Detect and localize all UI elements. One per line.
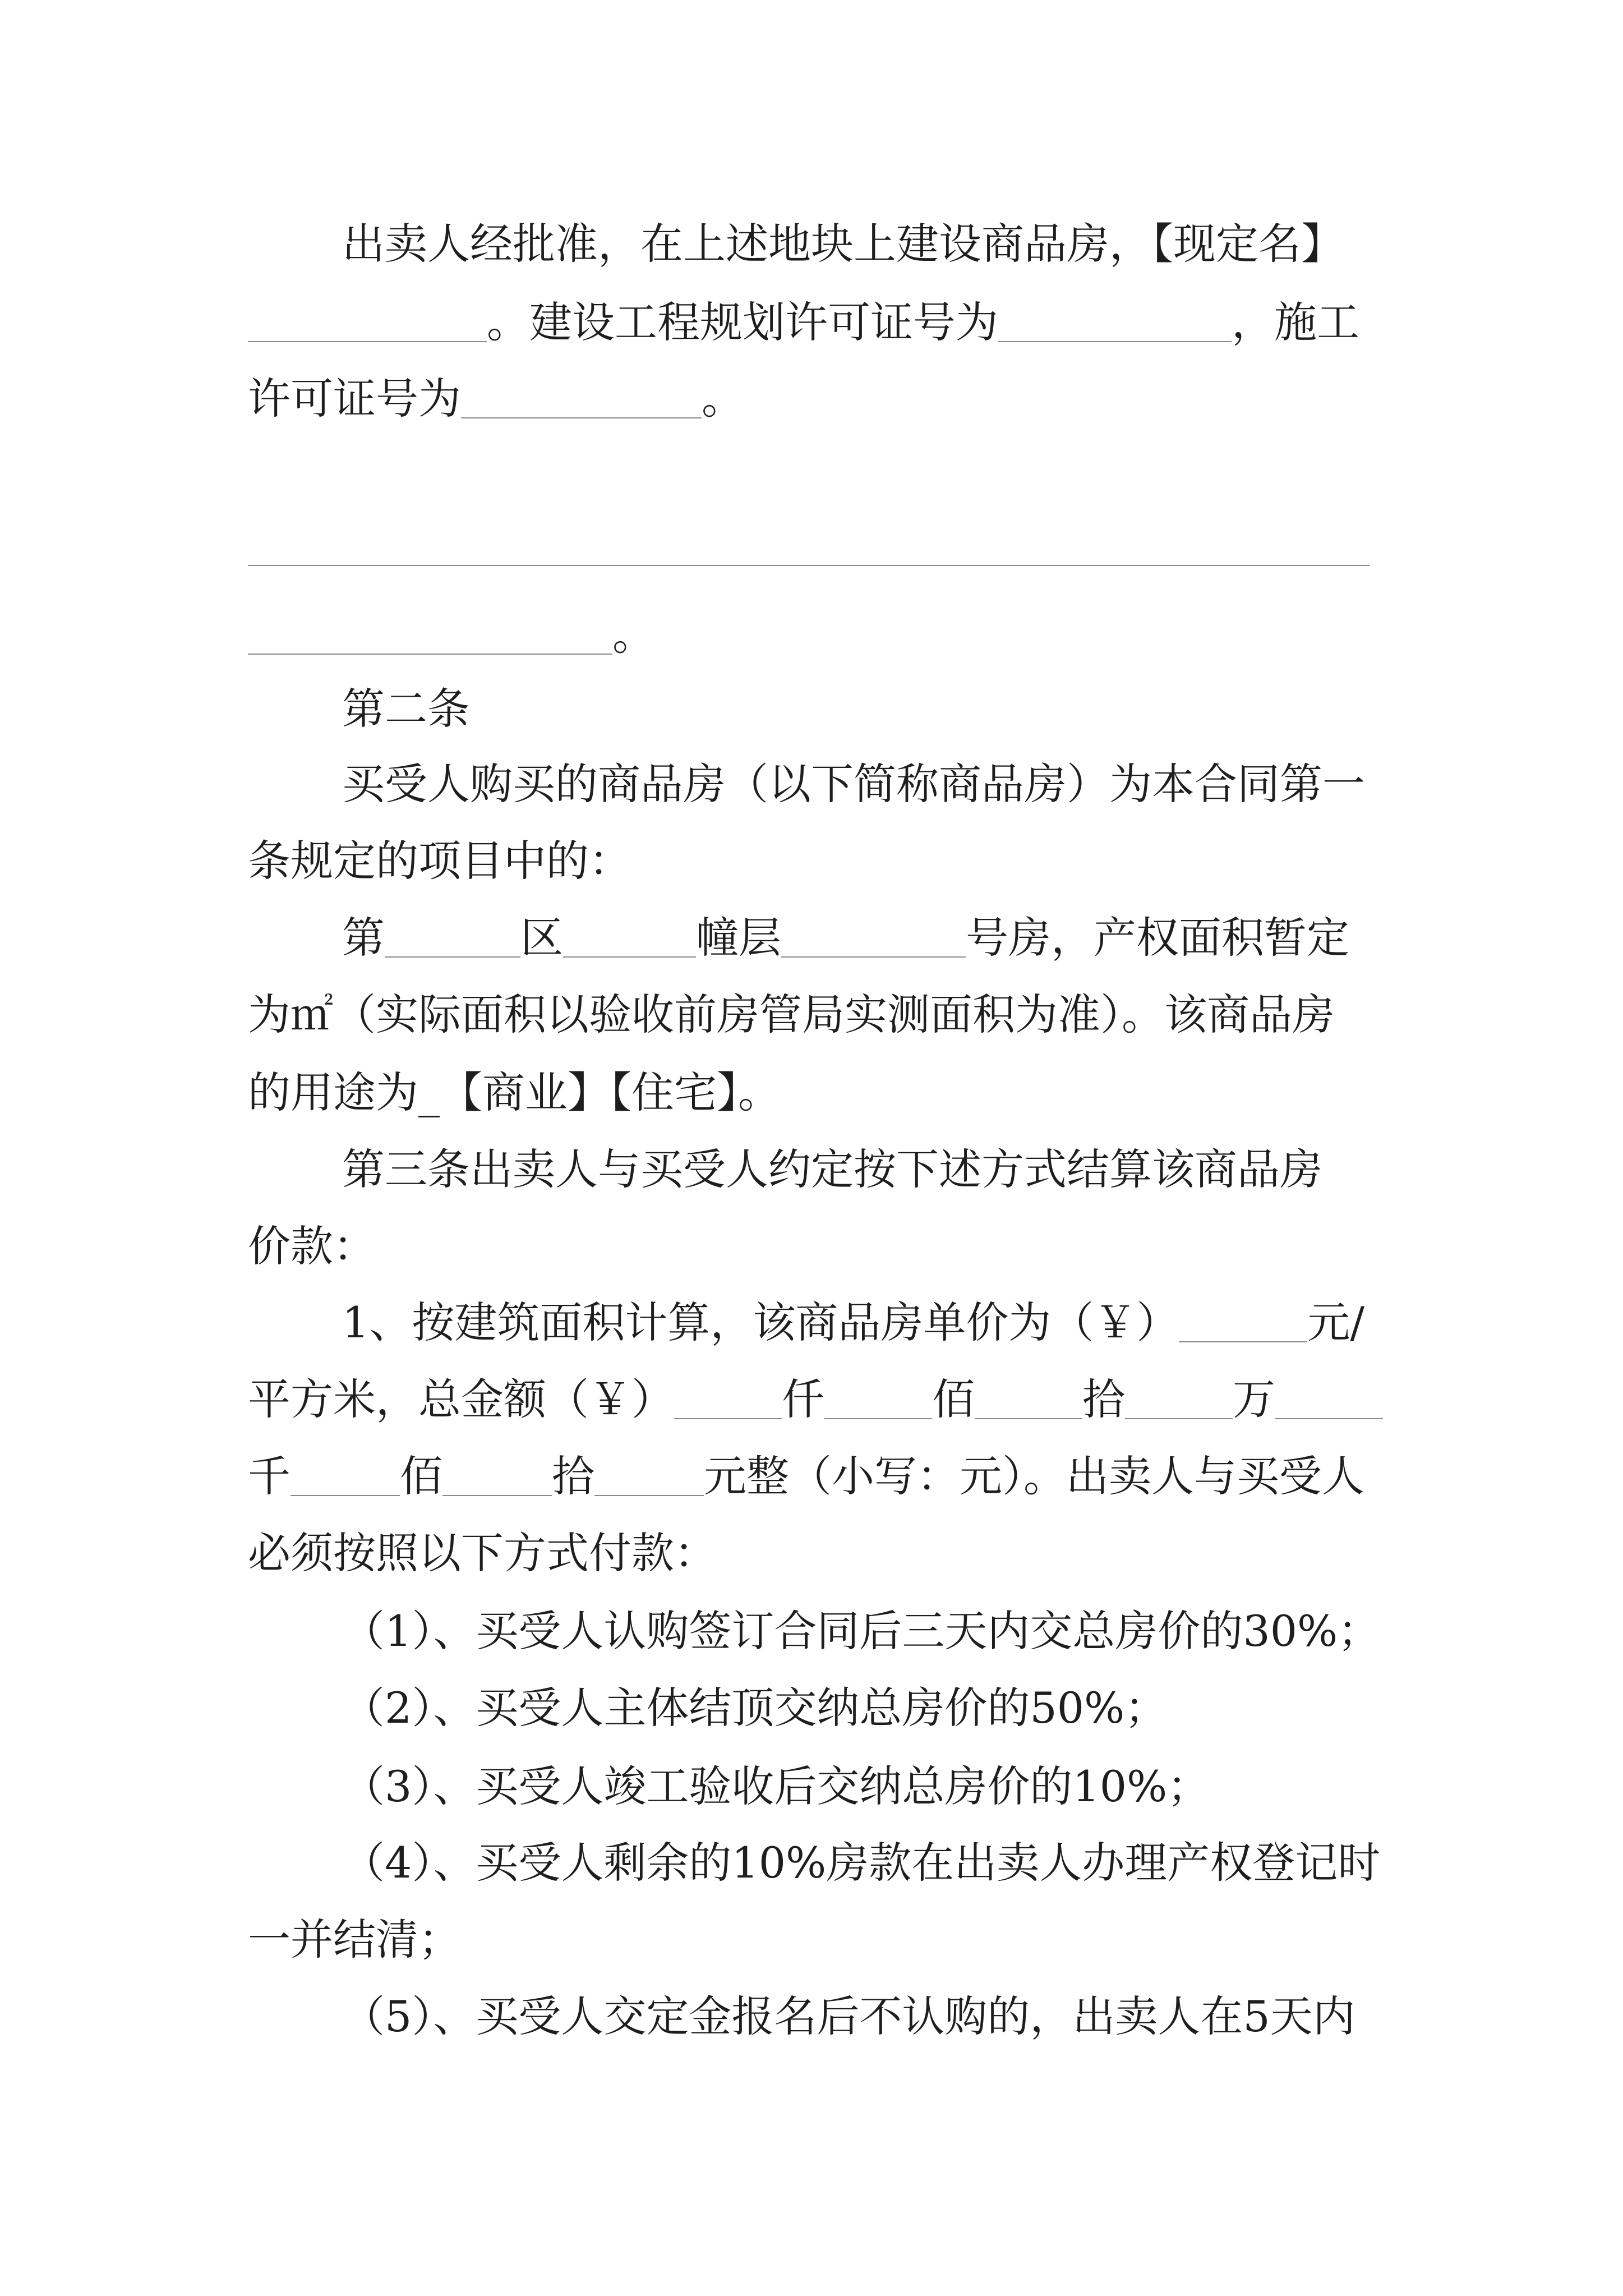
paragraph-text: 区 xyxy=(520,913,563,963)
period-text: 。 xyxy=(612,610,655,660)
blank-field-project-name xyxy=(248,307,487,342)
paragraph-text: 1、按建筑面积计算，该商品房单价为（￥） xyxy=(342,1297,1179,1347)
list-item-text: （3）、买受人竣工验收后交纳总房价的10%； xyxy=(342,1761,1210,1811)
paragraph-text: 第三条出卖人与买受人约定按下述方式结算该商品房 xyxy=(342,1144,1322,1194)
paragraph-text: 买受人购买的商品房（以下简称商品房）为本合同第一 xyxy=(342,759,1365,809)
intro-text: 。 xyxy=(702,374,744,424)
paragraph-text: 第 xyxy=(342,913,385,963)
heading-text: 第二条 xyxy=(342,684,470,734)
payment-item-5 xyxy=(342,1978,1355,2055)
blank-field xyxy=(594,1461,704,1496)
article-3-line-1 xyxy=(342,1131,1322,1208)
article-2-line-1 xyxy=(342,746,1365,822)
paragraph-text: 条规定的项目中的： xyxy=(248,836,631,886)
paragraph-text: 必须按照以下方式付款： xyxy=(248,1528,717,1578)
blank-field xyxy=(248,619,612,655)
paragraph-text: 仟 xyxy=(782,1374,824,1424)
list-item-text: （2）、买受人主体结顶交纳总房价的50%； xyxy=(342,1683,1168,1733)
paragraph-text: 千 xyxy=(248,1451,291,1501)
payment-item-4-continued xyxy=(248,1901,461,1978)
paragraph-text: 为㎡（实际面积以验收前房管局实测面积为准）。该商品房 xyxy=(248,990,1335,1039)
list-item-text: （1）、买受人认购签订合同后三天内交总房价的30%； xyxy=(342,1606,1381,1656)
payment-item-2 xyxy=(342,1669,1167,1746)
intro-line-2 xyxy=(248,284,1359,361)
list-item-text: （4）、买受人剩余的10%房款在出卖人办理产权登记时 xyxy=(342,1838,1381,1888)
article-2-line-4 xyxy=(248,976,1335,1053)
blank-field xyxy=(1125,1384,1233,1419)
paragraph-text: 万 xyxy=(1233,1374,1275,1424)
blank-field xyxy=(975,1384,1082,1419)
paragraph-text: 佰 xyxy=(400,1451,442,1501)
paragraph-text: 拾 xyxy=(1082,1374,1125,1424)
article-3-line-3 xyxy=(342,1284,1364,1361)
article-2-line-2 xyxy=(248,822,631,899)
paragraph-text: 平方米，总金额（￥） xyxy=(248,1374,674,1424)
blank-field-room xyxy=(781,922,966,958)
blank-field-district xyxy=(385,922,520,958)
article-2-line-3 xyxy=(342,899,1349,976)
blank-line-end xyxy=(248,596,655,673)
intro-text: 。建设工程规划许可证号为 xyxy=(487,297,998,347)
article-3-line-6 xyxy=(248,1515,717,1591)
intro-text: 许可证号为 xyxy=(248,374,461,424)
list-item-text: （5）、买受人交定金报名后不认购的，出卖人在5天内 xyxy=(342,1991,1355,2041)
article-2-line-5 xyxy=(248,1054,781,1131)
blank-field xyxy=(1275,1384,1383,1419)
blank-field xyxy=(674,1384,782,1419)
paragraph-text: 元整（小写：元）。出卖人与买受人 xyxy=(704,1451,1364,1501)
blank-field-unit-price xyxy=(1179,1307,1307,1342)
article-3-line-4 xyxy=(248,1361,1383,1438)
payment-item-4 xyxy=(342,1824,1380,1901)
paragraph-text: 价款： xyxy=(248,1221,376,1271)
list-item-text: 一并结清； xyxy=(248,1915,461,1964)
payment-item-1 xyxy=(342,1593,1380,1669)
blank-field-construction-permit xyxy=(461,383,702,418)
blank-line-full xyxy=(248,565,1370,566)
paragraph-text: 拾 xyxy=(552,1451,594,1501)
blank-field-planning-permit xyxy=(998,307,1232,342)
paragraph-text: 幢层 xyxy=(696,913,781,963)
intro-line-1 xyxy=(342,205,1344,282)
paragraph-text: 的用途为_【商业】【住宅】。 xyxy=(248,1068,781,1117)
blank-field xyxy=(291,1461,400,1496)
blank-field xyxy=(442,1461,552,1496)
article-3-line-2 xyxy=(248,1208,376,1285)
intro-text: 出卖人经批准，在上述地块上建设商品房，【现定名】 xyxy=(342,219,1344,269)
paragraph-text: 号房，产权面积暂定 xyxy=(966,913,1349,963)
blank-field-building xyxy=(563,922,696,958)
intro-line-3 xyxy=(248,360,744,437)
paragraph-text: 元/ xyxy=(1307,1297,1364,1347)
intro-text: ，施工 xyxy=(1232,297,1359,347)
article-2-heading xyxy=(342,670,470,747)
blank-field xyxy=(824,1384,932,1419)
article-3-line-5 xyxy=(248,1438,1364,1515)
payment-item-3 xyxy=(342,1748,1210,1825)
paragraph-text: 佰 xyxy=(932,1374,975,1424)
